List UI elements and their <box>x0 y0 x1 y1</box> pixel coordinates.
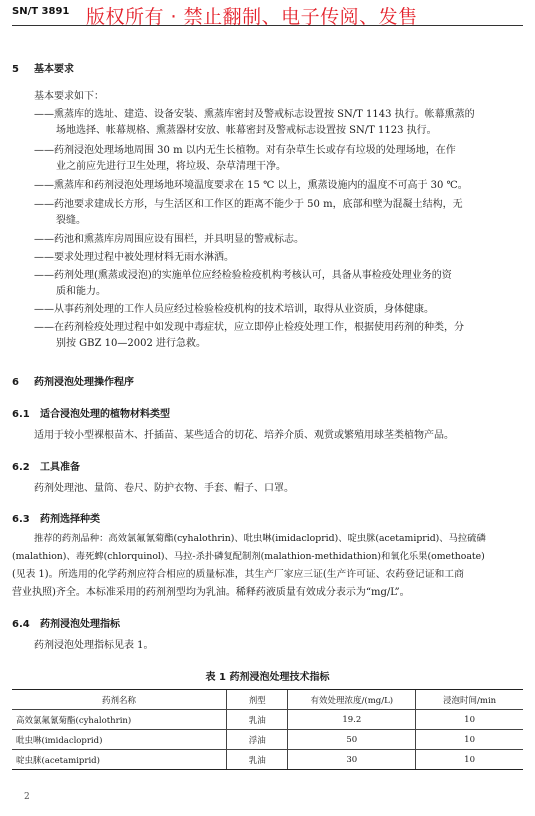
table-cell: 50 <box>288 730 416 750</box>
section-5-heading <box>12 60 74 75</box>
list-item: ——熏蒸库和药剂浸泡处理场地环境温度要求在 15 ℃ 以上，熏蒸设施内的温度不可高于 30 ℃。 <box>34 180 468 191</box>
table-row <box>12 750 523 770</box>
list-item: ——药剂浸泡处理场地周围 30 m 以内无生长植物。对有杂草生长或存有垃圾的处理场地，在作 <box>34 145 456 156</box>
paragraph-line: (malathion)、毒死蜱(chlorquinol)、马拉-杀扑磷复配制剂(malathion-methidathion)和氧化乐果(omethoate) <box>12 551 485 562</box>
paragraph-line: (见表 1)。所选用的化学药剂应符合相应的质量标准，其生产厂家应三证(生产许可证、农药登记证和工商 <box>12 569 464 580</box>
list-item-continuation: 业之前应先进行卫生处理，将垃圾、杂草清理干净。 <box>56 161 286 172</box>
table-row <box>12 710 523 730</box>
table-cell: 浮油 <box>227 730 288 750</box>
paragraph: 药剂浸泡处理指标见表 1。 <box>34 640 154 651</box>
section-number: 6.3 <box>12 514 30 525</box>
paragraph-line: 推荐的药剂品种：高效氯氟氰菊酯(cyhalothrin)、吡虫啉(imidacloprid)、啶虫脒(acetamiprid)、马拉硫磷 <box>34 533 486 544</box>
list-item-continuation: 别按 GBZ 10—2002 进行急救。 <box>56 338 206 349</box>
section-6-4-heading <box>12 615 120 630</box>
column-header: 药剂名称 <box>12 690 227 710</box>
table-cell: 乳油 <box>227 750 288 770</box>
list-item: ——熏蒸库的选址、建造、设备安装、熏蒸库密封及警戒标志设置按 SN/T 1143 执行。帐幕熏蒸的 <box>34 109 475 120</box>
section-title: 适合浸泡处理的植物材料类型 <box>40 409 170 420</box>
column-header: 有效处理浓度/(mg/L) <box>288 690 416 710</box>
section-number: 6.2 <box>12 462 30 473</box>
list-item: ——要求处理过程中被处理材料无雨水淋洒。 <box>34 252 234 263</box>
paragraph: 药剂处理池、量筒、卷尺、防护衣物、手套、帽子、口罩。 <box>34 483 294 494</box>
paragraph-line: 基本要求如下： <box>34 91 104 102</box>
column-header: 剂型 <box>227 690 288 710</box>
table-row <box>12 730 523 750</box>
table-cell: 啶虫脒(acetamiprid) <box>12 750 227 770</box>
section-title: 药剂选择种类 <box>40 514 100 525</box>
table-header-row <box>12 690 523 710</box>
standard-number: SN/T 3891 <box>12 6 70 17</box>
header-rule <box>12 25 523 26</box>
table-cell: 19.2 <box>288 710 416 730</box>
table-cell: 10 <box>416 730 523 750</box>
section-number: 6 <box>12 377 19 388</box>
table-cell: 吡虫啉(imidacloprid) <box>12 730 227 750</box>
list-item: ——药池要求建成长方形，与生活区和工作区的距离不能少于 50 m，底部和壁为混凝土结构，无 <box>34 199 463 210</box>
section-number: 5 <box>12 64 19 75</box>
copyright-watermark: 版权所有 · 禁止翻制、电子传阅、发售 <box>86 6 418 28</box>
table-cell: 乳油 <box>227 710 288 730</box>
table-cell: 10 <box>416 750 523 770</box>
treatment-index-table <box>12 689 523 770</box>
section-title: 药剂浸泡处理操作程序 <box>34 377 134 388</box>
paragraph-line: 营业执照)齐全。本标准采用的药剂剂型均为乳油。稀释药液质量有效成分表示为“mg/L”。 <box>12 587 410 598</box>
section-6-1-heading <box>12 405 170 420</box>
table-cell: 30 <box>288 750 416 770</box>
list-item-continuation: 质和能力。 <box>56 286 106 297</box>
section-6-3-heading <box>12 510 100 525</box>
page-number: 2 <box>24 792 30 802</box>
list-item: ——药池和熏蒸库房周围应设有围栏，并具明显的警戒标志。 <box>34 234 304 245</box>
section-number: 6.4 <box>12 619 30 630</box>
list-item: ——在药剂检疫处理过程中如发现中毒症状，应立即停止检疫处理工作，根据使用药剂的种类，分 <box>34 322 464 333</box>
list-item-continuation: 场地选择、帐幕规格、熏蒸器材安放、帐幕密封及警戒标志设置按 SN/T 1123 执行。 <box>56 125 437 136</box>
section-6-heading <box>12 373 134 388</box>
paragraph: 适用于较小型裸根苗木、扦插苗、某些适合的切花、培养介质、观赏或繁殖用球茎类植物产品。 <box>34 430 454 441</box>
table-caption: 表 1 药剂浸泡处理技术指标 <box>205 672 330 683</box>
section-title: 工具准备 <box>40 462 80 473</box>
column-header: 浸泡时间/min <box>416 690 523 710</box>
table-cell: 高效氯氟氰菊酯(cyhalothrin) <box>12 710 227 730</box>
section-number: 6.1 <box>12 409 30 420</box>
section-title: 基本要求 <box>34 64 74 75</box>
list-item: ——从事药剂处理的工作人员应经过检验检疫机构的技术培训，取得从业资质，身体健康。 <box>34 304 434 315</box>
section-title: 药剂浸泡处理指标 <box>40 619 120 630</box>
list-item: ——药剂处理(熏蒸或浸泡)的实施单位应经检验检疫机构考核认可，具备从事检疫处理业务的资 <box>34 270 452 281</box>
section-6-2-heading <box>12 458 80 473</box>
table-cell: 10 <box>416 710 523 730</box>
list-item-continuation: 裂缝。 <box>56 215 86 226</box>
